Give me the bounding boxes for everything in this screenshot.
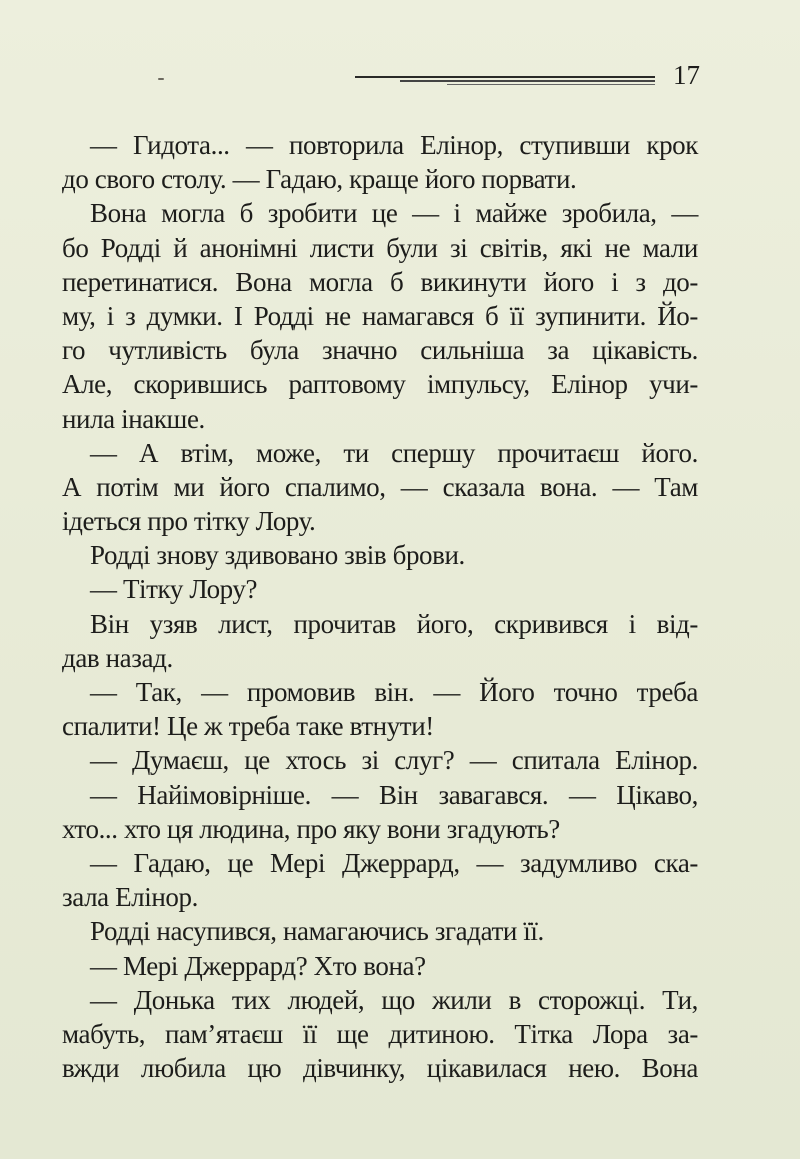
page-number: 17 bbox=[673, 60, 700, 90]
text-line: Родді насупився, намагаючись згадати її. bbox=[90, 916, 544, 947]
text-line: го чутливість була значно сильніша за цікавість. bbox=[62, 335, 698, 366]
text-line: — А втім, може, ти спершу прочитаєш його. bbox=[90, 437, 698, 468]
text-line: ідеться про тітку Лору. bbox=[62, 506, 316, 537]
text-line: вжди любила цю дівчинку, цікавилася нею. Вона bbox=[62, 1053, 698, 1084]
text-line: Він узяв лист, прочитав його, скривився і від- bbox=[90, 608, 698, 639]
header-rule-top bbox=[355, 76, 655, 78]
header-rule-middle bbox=[400, 80, 655, 82]
text-line: хто... хто ця людина, про яку вони згадують? bbox=[62, 813, 560, 844]
text-line: — Тітку Лору? bbox=[90, 574, 258, 605]
text-line: — Мері Джеррард? Хто вона? bbox=[90, 950, 426, 981]
text-line: спалити! Це ж треба таке втнути! bbox=[62, 711, 434, 742]
text-line: Але, скорившись раптовому імпульсу, Елінор учи- bbox=[62, 369, 698, 400]
running-header bbox=[355, 56, 700, 96]
text-line: до свого столу. — Гадаю, краще його порвати. bbox=[62, 164, 577, 195]
text-line: Вона могла б зробити це — і майже зробила, — bbox=[90, 198, 698, 229]
body-text bbox=[62, 128, 698, 1085]
text-line: А потім ми його спалимо, — сказала вона. — Там bbox=[62, 471, 698, 502]
text-line: Родді знову здивовано звів брови. bbox=[90, 540, 465, 571]
text-line: — Донька тих людей, що жили в сторожці. Ти, bbox=[90, 984, 698, 1015]
text-line: зала Елінор. bbox=[62, 882, 198, 913]
text-line: перетинатися. Вона могла б викинути його і з до- bbox=[62, 266, 698, 297]
text-line: дав назад. bbox=[62, 642, 173, 673]
text-line: му, і з думки. І Родді не намагався б її зупинити. Йо- bbox=[62, 300, 698, 331]
text-line: бо Родді й анонімні листи були зі світів, які не мали bbox=[62, 232, 698, 263]
text-line: мабуть, пам’ятаєш її ще дитиною. Тітка Лора за- bbox=[62, 1018, 698, 1049]
header-rule-bottom bbox=[447, 84, 655, 85]
text-line: — Гадаю, це Мері Джеррард, — задумливо ска- bbox=[90, 847, 698, 878]
scan-speck bbox=[158, 78, 164, 80]
text-line: — Думаєш, це хтось зі слуг? — спитала Елінор. bbox=[90, 745, 698, 776]
text-line: — Гидота... — повторила Елінор, ступивши крок bbox=[90, 130, 698, 160]
text-line: нила інакше. bbox=[62, 403, 205, 434]
text-line: — Найімовірніше. — Він завагався. — Цікаво, bbox=[90, 779, 698, 810]
text-line: — Так, — промовив він. — Його точно треба bbox=[90, 677, 698, 707]
